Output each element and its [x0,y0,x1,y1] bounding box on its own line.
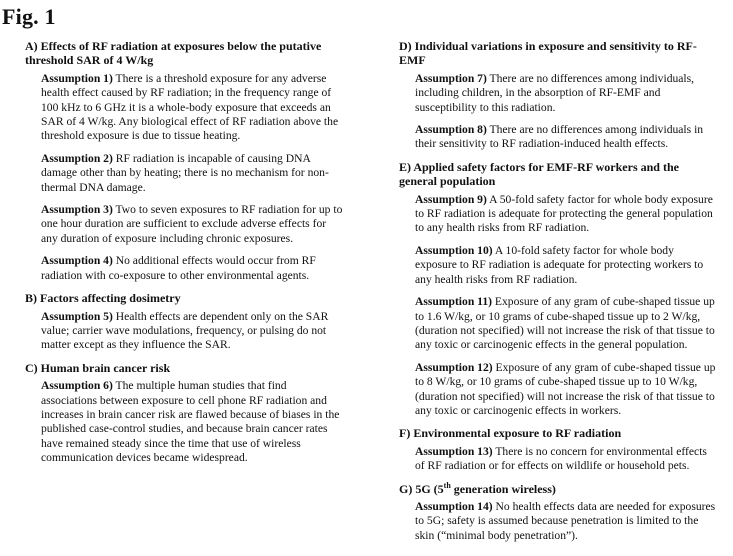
heading-suffix: generation wireless) [450,481,556,496]
assumption-11 [415,295,717,353]
assumption-8 [415,123,717,152]
assumption-9 [415,193,717,236]
section-c [25,361,345,466]
assumption-4 [41,254,345,283]
assumption-label: Assumption 10) [415,243,493,257]
assumption-label: Assumption 5) [41,309,113,323]
assumption-label: Assumption 1) [41,71,113,85]
assumption-5 [41,310,345,353]
assumption-text: Exposure of any gram of cube-shaped tissue up to 1.6 W/kg, or 10 grams of cube-shaped tissue up to 2 W/kg, (duration not specified) will not increase the risk of that tissue to any toxic or carcinogenic effects in the general population. [415,295,715,352]
assumption-14 [415,500,717,543]
assumption-label: Assumption 8) [415,123,487,137]
section-e [399,160,717,419]
section-heading: A) Effects of RF radiation at exposures below the putative threshold SAR of 4 W/kg [25,39,322,68]
assumption-text: There are no differences among individuals, including children, in the absorption of RF-EMF and susceptibility to this radiation. [415,71,695,114]
assumption-label: Assumption 11) [415,295,492,309]
assumption-text: No health effects data are needed for exposures to 5G; safety is assumed because penetration is limited to the skin (“minimal body penetration”). [415,499,716,542]
section-heading [399,482,717,496]
assumption-label: Assumption 14) [415,499,493,513]
assumption-text: There are no differences among individuals in their sensitivity to RF radiation-induced health effects. [415,123,704,151]
assumption-1 [41,72,345,144]
assumption-text: The multiple human studies that find associations between exposure to cell phone RF radiation and increases in brain cancer risk are flawed because of biases in the published case-control studies, and because brain cancer rates have remained steady since the time that use of wireless communication devices became widespread. [41,379,340,465]
assumption-text: A 50-fold safety factor for whole body exposure to RF radiation is adequate for protecting the general population to any health risks from RF radiation. [415,192,713,235]
assumption-text: RF radiation is incapable of causing DNA damage other than by heating; there is no mechanism for non-thermal DNA damage. [41,151,329,194]
right-column [399,39,717,551]
section-f [399,426,717,473]
assumption-6 [41,379,345,465]
section-heading: C) Human brain cancer risk [25,360,171,375]
assumption-label: Assumption 3) [41,203,113,217]
section-g [399,482,717,544]
assumption-13 [415,445,717,474]
assumption-text: There is no concern for environmental effects of RF radiation or for effects on wildlife or household pets. [415,444,707,473]
section-heading: F) Environmental exposure to RF radiation [399,426,622,441]
section-d [399,39,717,152]
section-a [25,39,345,283]
assumption-7 [415,72,717,115]
left-column [25,39,345,474]
assumption-label: Assumption 7) [415,71,487,85]
heading-superscript: th [443,480,451,490]
assumption-2 [41,152,345,195]
assumption-label: Assumption 2) [41,151,113,165]
assumption-10 [415,244,717,287]
assumption-text: Two to seven exposures to RF radiation for up to one hour duration are sufficient to exclude adverse effects for any duration of exposure including chronic exposures. [41,203,343,245]
assumption-text: A 10-fold safety factor for whole body exposure to RF radiation is adequate for protecting workers to any health risks from RF radiation. [415,243,704,286]
section-heading: D) Individual variations in exposure and sensitivity to RF-EMF [399,39,697,68]
section-heading: B) Factors affecting dosimetry [25,291,181,306]
assumption-label: Assumption 13) [415,444,493,458]
assumption-label: Assumption 6) [41,379,113,393]
assumption-text: Exposure of any gram of cube-shaped tissue up to 8 W/kg, or 10 grams of cube-shaped tissue up to 10 W/kg, (duration not specified) will not increase the risk of that tissue to any toxic or carcinogenic effects in workers. [415,360,716,417]
section-heading: E) Applied safety factors for EMF-RF workers and the general population [399,159,679,189]
assumption-label: Assumption 12) [415,360,493,374]
assumption-text: There is a threshold exposure for any adverse health effect caused by RF radiation; in the frequency range of 100 kHz to 6 GHz it is a whole-body exposure that exceeds an SAR of 4 W/kg. Any biological effect of RF radiation above the threshold exposure is due to tissue heating. [41,71,339,143]
section-b [25,291,345,353]
assumption-text: No additional effects would occur from RF radiation with co-exposure to other environmental agents. [41,254,316,282]
assumption-label: Assumption 4) [41,254,113,268]
assumption-text: Health effects are dependent only on the SAR value; carrier wave modulations, frequency, or pulsing do not matter except as they influence the SAR. [41,309,329,352]
heading-prefix: G) 5G (5 [399,481,444,496]
assumption-label: Assumption 9) [415,192,487,206]
assumption-3 [41,203,345,246]
assumption-12 [415,361,717,419]
figure-label: Fig. 1 [2,4,56,29]
